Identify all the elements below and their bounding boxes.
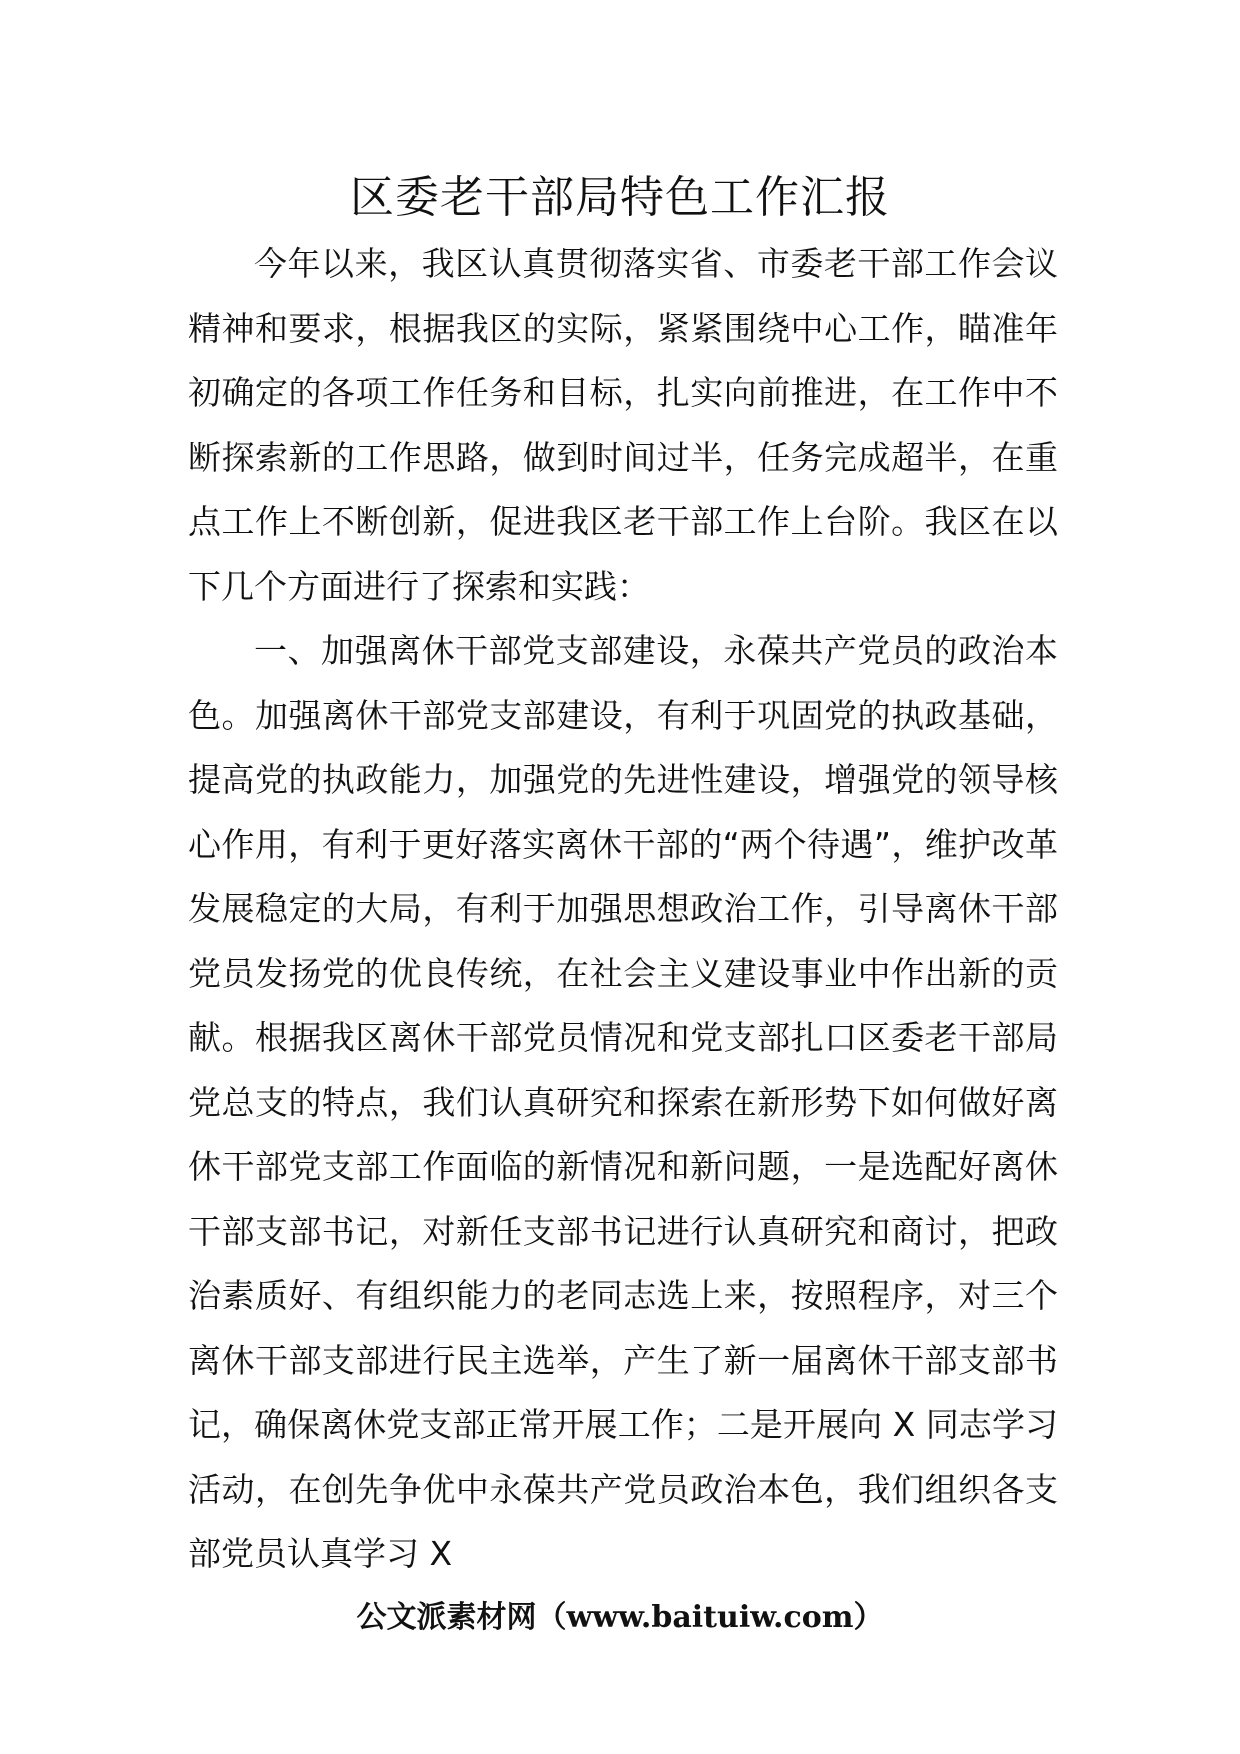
document-title: 区委老干部局特色工作汇报 [350, 172, 890, 223]
document-body [188, 232, 1058, 1587]
paragraph-intro: 今年以来，我区认真贯彻落实省、市委老干部工作会议精神和要求，根据我区的实际，紧紧围绕中心工作，瞄准年初确定的各项工作任务和目标，扎实向前推进，在工作中不断探索新的工作思路，做到时间过半，任务完成超半，在重点工作上不断创新，促进我区老干部工作上台阶。我区在以下几个方面进行了探索和实践： [188, 244, 1058, 606]
paragraph-section-one: 一、加强离休干部党支部建设，永葆共产党员的政治本色。加强离休干部党支部建设，有利于巩固党的执政基础，提高党的执政能力，加强党的先进性建设，增强党的领导核心作用，有利于更好落实离休干部的“两个待遇”，维护改革发展稳定的大局，有利于加强思想政治工作，引导离休干部党员发扬党的优良传统，在社会主义建设事业中作出新的贡献。根据我区离休干部党员情况和党支部扎口区委老干部局党总支的特点，我们认真研究和探索在新形势下如何做好离休干部党支部工作面临的新情况和新问题，一是选配好离休干部支部书记，对新任支部书记进行认真研究和商讨，把政治素质好、有组织能力的老同志选上来，按照程序，对三个离休干部支部进行民主选举，产生了新一届离休干部支部书记，确保离休党支部正常开展工作；二是开展向 X 同志学习活动，在创先争优中永葆共产党员政治本色，我们组织各支部党员认真学习 X [188, 631, 1058, 1573]
footer-source-watermark: 公文派素材网（www.baituiw.com） [356, 1600, 884, 1635]
